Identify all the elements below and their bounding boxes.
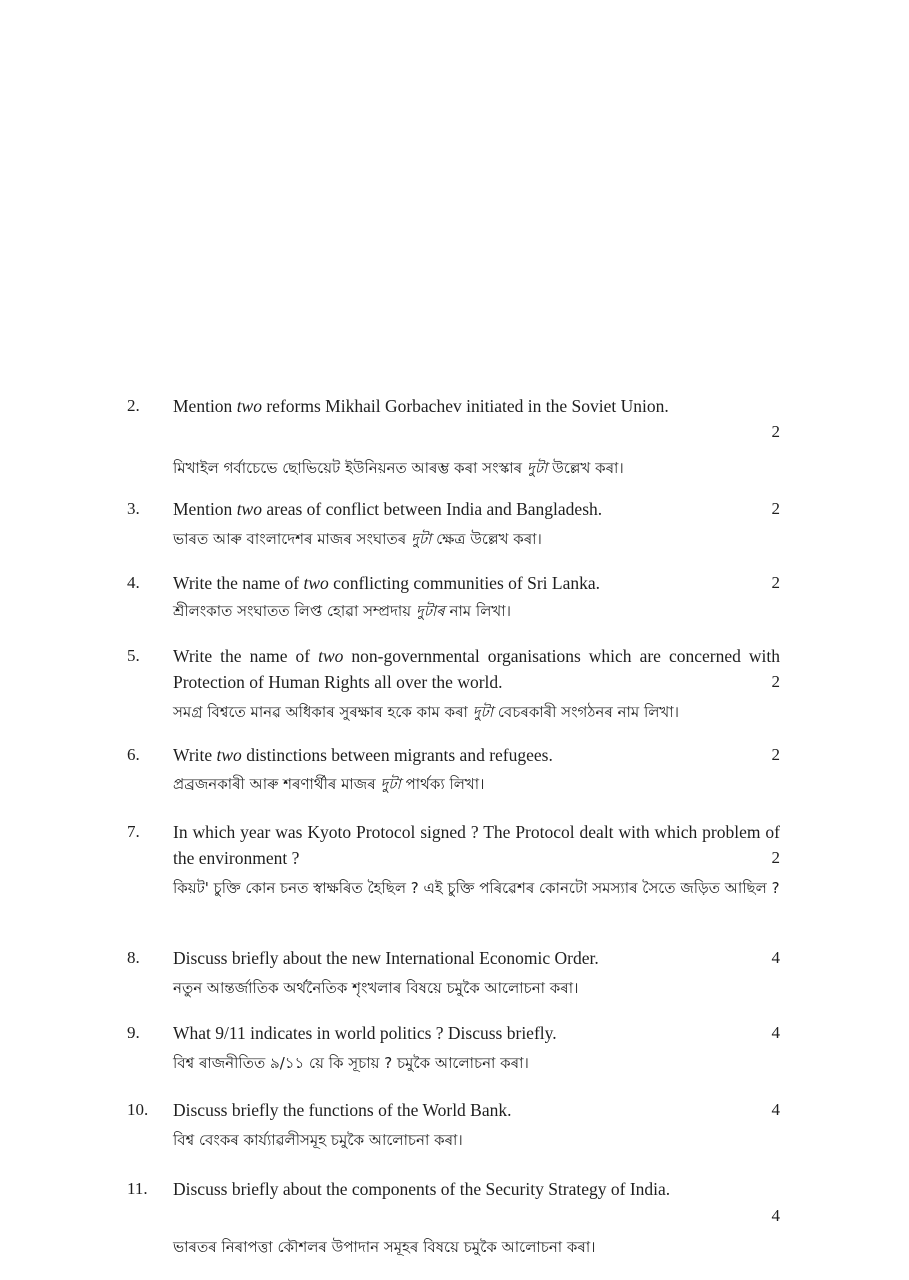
question-marks: 4 (771, 1100, 780, 1119)
question-text-english: In which year was Kyoto Protocol signed ? The Protocol dealt with which problem of the environment ? (173, 822, 780, 868)
question-number: 11. (127, 1179, 148, 1198)
question-number: 3. (127, 499, 140, 518)
question-number: 6. (127, 745, 140, 764)
question-text-assamese: শ্ৰীলংকাত সংঘাতত লিপ্ত হোৱা সম্প্ৰদায় দুটাৰ নাম লিখা। (173, 602, 511, 620)
question-text-english: Mention two reforms Mikhail Gorbachev initiated in the Soviet Union. (173, 396, 669, 416)
question-marks: 2 (771, 573, 780, 592)
question-text-assamese: বিশ্ব ৰাজনীতিত ৯/১১ য়ে কি সূচায় ? চমুকৈ আলোচনা কৰা। (173, 1054, 529, 1072)
question-text-assamese: ভাৰত আৰু বাংলাদেশৰ মাজৰ সংঘাতৰ দুটা ক্ষেত্ৰ উল্লেখ কৰা। (173, 530, 542, 548)
question-text-assamese: ভাৰতৰ নিৰাপত্তা কৌশলৰ উপাদান সমূহৰ বিষয়ে চমুকৈ আলোচনা কৰা। (173, 1238, 596, 1256)
question-text-assamese: কিয়ট' চুক্তি কোন চনত স্বাক্ষৰিত হৈছিল ? এই চুক্তি পৰিৱেশৰ কোনটো সমস্যাৰ সৈতে জড়িত আছিল ? (173, 879, 780, 897)
question-text-english: Write the name of two non-governmental organisations which are concerned with Protection of Human Rights all over the world. (173, 646, 781, 692)
question-text-assamese: মিখাইল গৰ্বাচেভে ছোভিয়েট ইউনিয়নত আৰম্ভ কৰা সংস্কাৰ দুটা উল্লেখ কৰা। (173, 459, 624, 477)
question-text-assamese: সমগ্ৰ বিশ্বতে মানৱ অধিকাৰ সুৰক্ষাৰ হকে কাম কৰা দুটা বেচৰকাৰী সংগঠনৰ নাম লিখা। (173, 703, 679, 721)
question-marks: 2 (771, 745, 780, 764)
question-text-english: Mention two areas of conflict between India and Bangladesh. (173, 499, 603, 519)
question-text-assamese: নতুন আন্তৰ্জাতিক অৰ্থনৈতিক শৃংখলাৰ বিষয়ে চমুকৈ আলোচনা কৰা। (173, 979, 579, 997)
question-number: 4. (127, 573, 140, 592)
question-text-assamese: প্ৰব্ৰজনকাৰী আৰু শৰণাৰ্থীৰ মাজৰ দুটা পাৰ্থক্য লিখা। (173, 775, 485, 793)
question-number: 7. (127, 822, 140, 841)
question-text-english: Write two distinctions between migrants and refugees. (173, 745, 553, 765)
question-marks: 2 (771, 422, 780, 441)
question-text-english: What 9/11 indicates in world politics ? Discuss briefly. (173, 1023, 557, 1043)
question-number: 10. (127, 1100, 149, 1119)
question-text-assamese: বিশ্ব বেংকৰ কাৰ্য্যাৱলীসমূহ চমুকৈ আলোচনা কৰা। (173, 1131, 463, 1149)
question-number: 5. (127, 646, 140, 665)
question-marks: 4 (771, 1023, 780, 1042)
question-number: 9. (127, 1023, 140, 1042)
question-marks: 4 (771, 1206, 780, 1225)
question-text-english: Discuss briefly about the components of the Security Strategy of India. (173, 1179, 671, 1199)
question-marks: 2 (771, 672, 780, 691)
question-number: 8. (127, 948, 140, 967)
question-text-english: Write the name of two conflicting communities of Sri Lanka. (173, 573, 600, 593)
question-number: 2. (127, 396, 140, 415)
question-text-english: Discuss briefly about the new International Economic Order. (173, 948, 599, 968)
question-marks: 2 (771, 848, 780, 867)
question-text-english: Discuss briefly the functions of the World Bank. (173, 1100, 512, 1120)
question-marks: 4 (771, 948, 780, 967)
question-marks: 2 (771, 499, 780, 518)
